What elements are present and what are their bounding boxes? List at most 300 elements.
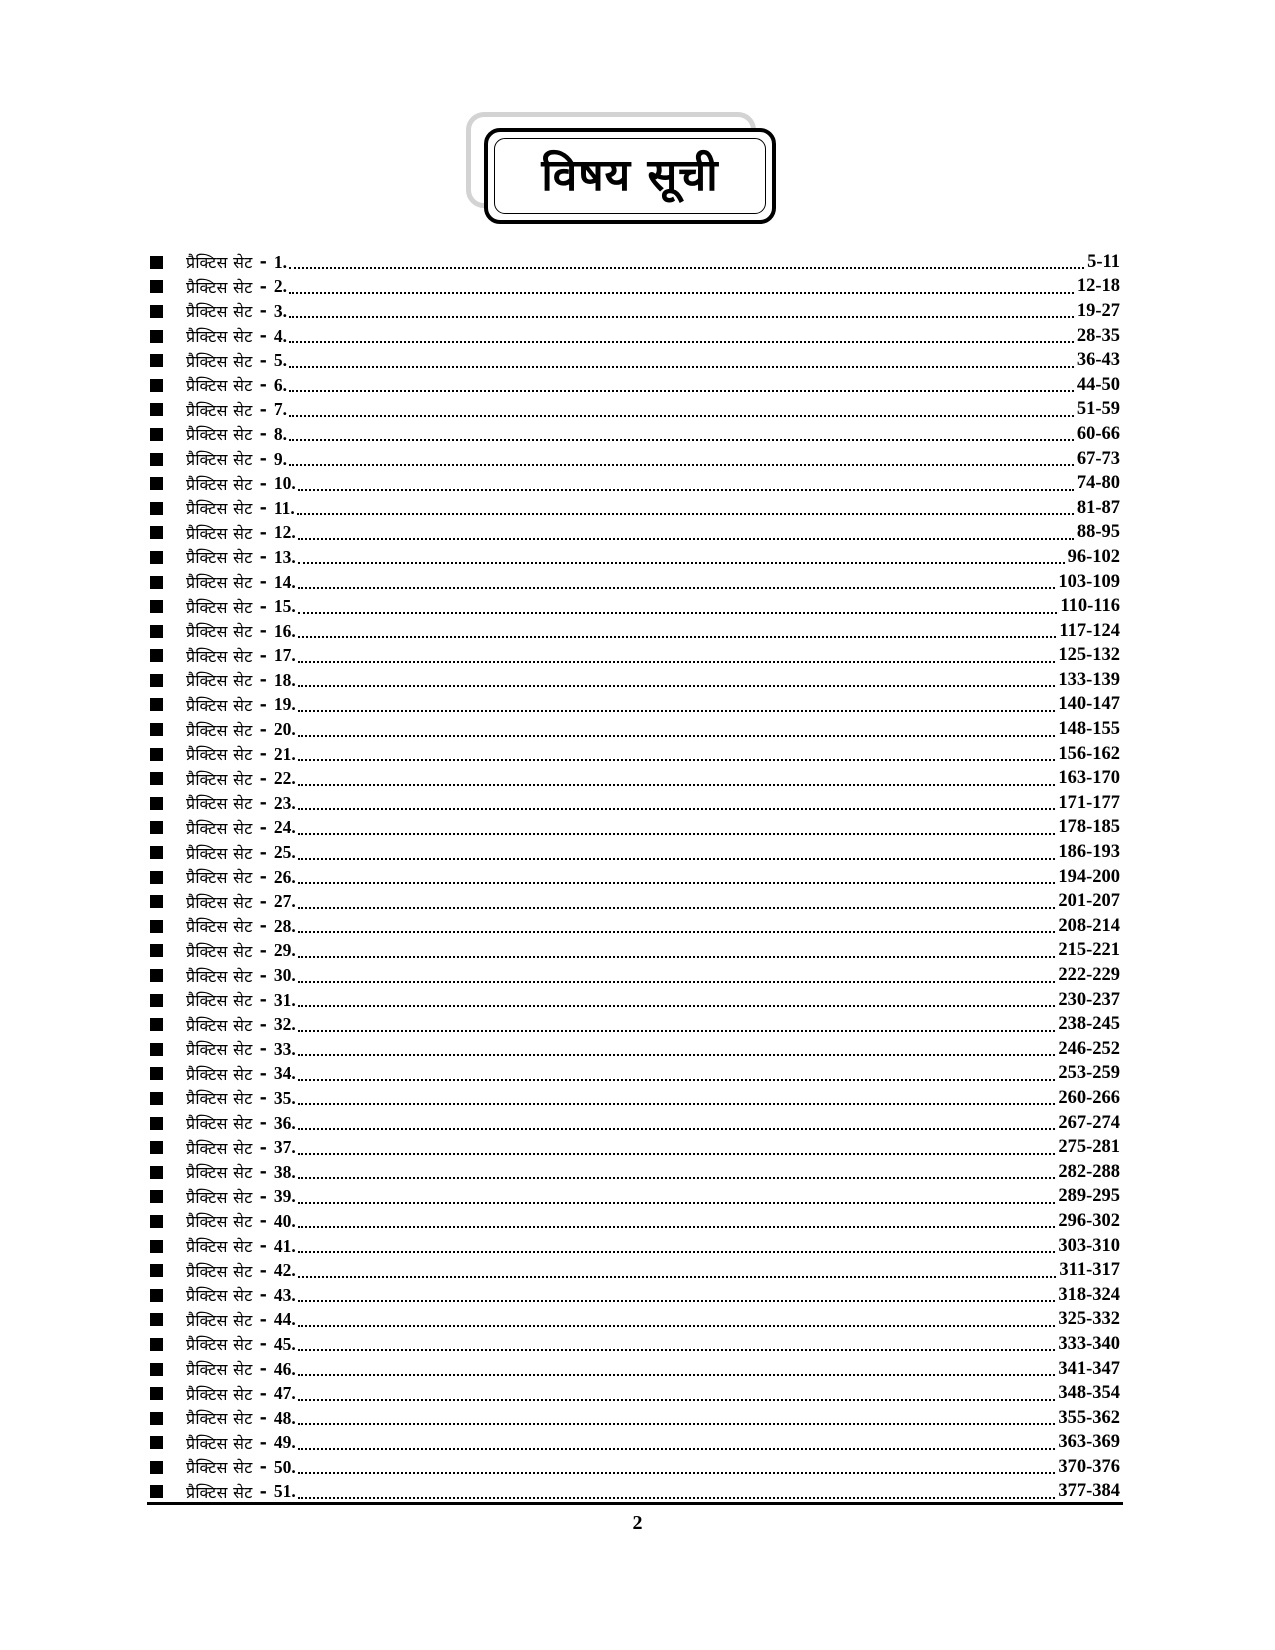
dot-leader — [298, 931, 1056, 933]
entry-label: प्रैक्टिस सेट — [186, 671, 253, 691]
dot-leader — [298, 833, 1056, 835]
entry-label: प्रैक्टिस सेट — [186, 1335, 253, 1355]
entry-label: प्रैक्टिस सेट — [186, 253, 253, 273]
dot-leader — [298, 538, 1074, 540]
entry-number: 26. — [273, 866, 296, 887]
toc-entry[interactable] — [150, 1480, 1120, 1505]
square-bullet-icon — [150, 1338, 163, 1351]
toc-entry[interactable] — [150, 644, 1120, 669]
entry-pages: 377-384 — [1058, 1481, 1120, 1502]
toc-entry[interactable] — [150, 1135, 1120, 1160]
entry-number: 11. — [273, 497, 295, 518]
toc-entry[interactable] — [150, 250, 1120, 275]
toc-entry[interactable] — [150, 816, 1120, 841]
square-bullet-icon — [150, 944, 163, 957]
toc-entry[interactable] — [150, 1012, 1120, 1037]
entry-label: प्रैक्टिस सेट — [186, 1433, 253, 1453]
entry-pages: 348-354 — [1058, 1383, 1120, 1404]
entry-label: प्रैक्टिस सेट — [186, 327, 253, 347]
toc-entry[interactable] — [150, 275, 1120, 300]
dot-leader — [298, 808, 1056, 810]
square-bullet-icon — [150, 748, 163, 761]
entry-pages: 303-310 — [1058, 1235, 1120, 1256]
square-bullet-icon — [150, 994, 163, 1007]
entry-separator: - — [259, 1457, 267, 1478]
entry-number: 28. — [273, 915, 296, 936]
entry-number: 22. — [273, 768, 296, 789]
entry-separator: - — [259, 1260, 267, 1281]
square-bullet-icon — [150, 1289, 163, 1302]
toc-entry[interactable] — [150, 988, 1120, 1013]
entry-separator: - — [259, 252, 267, 273]
entry-pages: 81-87 — [1076, 497, 1120, 518]
entry-separator: - — [259, 1383, 267, 1404]
entry-pages: 117-124 — [1059, 620, 1120, 641]
entry-label: प्रैक्टिस सेट — [186, 991, 253, 1011]
entry-separator: - — [259, 350, 267, 371]
square-bullet-icon — [150, 772, 163, 785]
entry-label: प्रैक्टिस सेट — [186, 277, 253, 297]
entry-pages: 318-324 — [1058, 1284, 1120, 1305]
toc-entry[interactable] — [150, 840, 1120, 865]
square-bullet-icon — [150, 895, 163, 908]
entry-separator: - — [259, 817, 267, 838]
entry-label: प्रैक्टिस सेट — [186, 1458, 253, 1478]
entry-pages: 88-95 — [1076, 522, 1120, 543]
dot-leader — [298, 1079, 1056, 1081]
entry-separator: - — [259, 719, 267, 740]
entry-pages: 96-102 — [1067, 546, 1120, 567]
dot-leader — [298, 710, 1056, 712]
entry-label: प्रैक्टिस सेट — [186, 695, 253, 715]
entry-number: 40. — [273, 1210, 296, 1231]
entry-label: प्रैक्टिस सेट — [186, 868, 253, 888]
entry-number: 43. — [273, 1284, 296, 1305]
entry-number: 44. — [273, 1309, 296, 1330]
entry-label: प्रैक्टिस सेट — [186, 843, 253, 863]
entry-number: 49. — [273, 1432, 296, 1453]
square-bullet-icon — [150, 1018, 163, 1031]
toc-entry[interactable] — [150, 963, 1120, 988]
entry-label: प्रैक्टिस सेट — [186, 450, 253, 470]
entry-number: 27. — [273, 891, 296, 912]
dot-leader — [298, 1030, 1056, 1032]
entry-label: प्रैक्टिस सेट — [186, 818, 253, 838]
entry-number: 30. — [273, 965, 296, 986]
square-bullet-icon — [150, 649, 163, 662]
square-bullet-icon — [150, 1436, 163, 1449]
entry-separator: - — [259, 1039, 267, 1060]
entry-label: प्रैक्टिस सेट — [186, 1482, 253, 1502]
entry-pages: 125-132 — [1058, 645, 1120, 666]
square-bullet-icon — [150, 797, 163, 810]
entry-separator: - — [259, 326, 267, 347]
entry-pages: 296-302 — [1058, 1210, 1120, 1231]
entry-separator: - — [259, 1137, 267, 1158]
entry-label: प्रैक्टिस सेट — [186, 892, 253, 912]
entry-pages: 74-80 — [1076, 473, 1120, 494]
dot-leader — [298, 1128, 1056, 1130]
entry-pages: 110-116 — [1060, 596, 1120, 617]
entry-pages: 333-340 — [1058, 1333, 1120, 1354]
toc-entry[interactable] — [150, 766, 1120, 791]
entry-separator: - — [259, 1432, 267, 1453]
entry-pages: 208-214 — [1058, 915, 1120, 936]
page-title: विषय सूची — [541, 150, 719, 201]
entry-number: 12. — [273, 522, 296, 543]
entry-pages: 325-332 — [1058, 1309, 1120, 1330]
toc-entry[interactable] — [150, 1234, 1120, 1259]
dot-leader — [298, 1202, 1056, 1204]
entry-separator: - — [259, 596, 267, 617]
entry-separator: - — [259, 744, 267, 765]
entry-pages: 253-259 — [1058, 1063, 1120, 1084]
toc-entry[interactable] — [150, 1283, 1120, 1308]
entry-label: प्रैक्टिस सेट — [186, 474, 253, 494]
entry-separator: - — [259, 990, 267, 1011]
entry-label: प्रैक्टिस सेट — [186, 1163, 253, 1183]
entry-pages: 260-266 — [1058, 1087, 1120, 1108]
entry-pages: 12-18 — [1076, 276, 1120, 297]
entry-separator: - — [259, 498, 267, 519]
toc-entry[interactable] — [150, 1308, 1120, 1333]
square-bullet-icon — [150, 1215, 163, 1228]
square-bullet-icon — [150, 1313, 163, 1326]
dot-leader — [298, 1153, 1056, 1155]
entry-separator: - — [259, 1014, 267, 1035]
dot-leader — [289, 366, 1074, 368]
dot-leader — [298, 1325, 1056, 1327]
entry-label: प्रैक्टिस सेट — [186, 499, 253, 519]
entry-pages: 341-347 — [1058, 1358, 1120, 1379]
toc-entry[interactable] — [150, 348, 1120, 373]
entry-label: प्रैक्टिस सेट — [186, 745, 253, 765]
dot-leader — [298, 1177, 1056, 1179]
toc-entry[interactable] — [150, 1185, 1120, 1210]
dot-leader — [298, 562, 1065, 564]
toc-entry[interactable] — [150, 693, 1120, 718]
entry-label: प्रैक्टिस सेट — [186, 941, 253, 961]
entry-number: 48. — [273, 1407, 296, 1428]
toc-entry[interactable] — [150, 1431, 1120, 1456]
square-bullet-icon — [150, 354, 163, 367]
dot-leader — [298, 1349, 1056, 1351]
toc-entry[interactable] — [150, 742, 1120, 767]
dot-leader — [298, 1448, 1056, 1450]
square-bullet-icon — [150, 846, 163, 859]
dot-leader — [298, 489, 1074, 491]
dot-leader — [298, 1472, 1056, 1474]
square-bullet-icon — [150, 698, 163, 711]
entry-separator: - — [259, 1334, 267, 1355]
title-frame — [466, 112, 776, 224]
square-bullet-icon — [150, 453, 163, 466]
entry-separator: - — [259, 1236, 267, 1257]
entry-pages: 19-27 — [1076, 300, 1120, 321]
entry-number: 1. — [273, 251, 288, 272]
toc-entry[interactable] — [150, 668, 1120, 693]
square-bullet-icon — [150, 625, 163, 638]
entry-number: 32. — [273, 1014, 296, 1035]
entry-label: प्रैक्टिस सेट — [186, 1360, 253, 1380]
toc-entry[interactable] — [150, 324, 1120, 349]
entry-label: प्रैक्टिस सेट — [186, 400, 253, 420]
entry-number: 13. — [273, 546, 296, 567]
square-bullet-icon — [150, 305, 163, 318]
toc-entry[interactable] — [150, 619, 1120, 644]
entry-label: प्रैक्टिस सेट — [186, 1114, 253, 1134]
dot-leader — [289, 439, 1074, 441]
toc-entry[interactable] — [150, 914, 1120, 939]
entry-number: 25. — [273, 842, 296, 863]
dot-leader — [289, 415, 1074, 417]
entry-number: 50. — [273, 1456, 296, 1477]
square-bullet-icon — [150, 1190, 163, 1203]
dot-leader — [298, 1251, 1056, 1253]
square-bullet-icon — [150, 428, 163, 441]
entry-separator: - — [259, 276, 267, 297]
toc-entry[interactable] — [150, 1381, 1120, 1406]
dot-leader — [298, 956, 1056, 958]
square-bullet-icon — [150, 969, 163, 982]
toc-entry[interactable] — [150, 1357, 1120, 1382]
entry-label: प्रैक्टिस सेट — [186, 917, 253, 937]
entry-number: 47. — [273, 1383, 296, 1404]
square-bullet-icon — [150, 551, 163, 564]
entry-separator: - — [259, 1063, 267, 1084]
square-bullet-icon — [150, 502, 163, 515]
entry-number: 33. — [273, 1038, 296, 1059]
entry-label: प्रैक्टिस सेट — [186, 1212, 253, 1232]
toc-entry[interactable] — [150, 1037, 1120, 1062]
square-bullet-icon — [150, 330, 163, 343]
entry-separator: - — [259, 1162, 267, 1183]
square-bullet-icon — [150, 526, 163, 539]
entry-separator: - — [259, 867, 267, 888]
entry-number: 18. — [273, 669, 296, 690]
entry-label: प्रैक्टिस सेट — [186, 1064, 253, 1084]
dot-leader — [289, 341, 1074, 343]
toc-entry[interactable] — [150, 594, 1120, 619]
entry-pages: 148-155 — [1058, 719, 1120, 740]
entry-number: 10. — [273, 473, 296, 494]
entry-number: 35. — [273, 1087, 296, 1108]
dot-leader — [298, 882, 1056, 884]
entry-number: 17. — [273, 645, 296, 666]
entry-pages: 28-35 — [1076, 325, 1120, 346]
entry-number: 4. — [273, 325, 288, 346]
entry-pages: 36-43 — [1076, 350, 1120, 371]
entry-pages: 289-295 — [1058, 1186, 1120, 1207]
entry-separator: - — [259, 793, 267, 814]
entry-number: 19. — [273, 694, 296, 715]
entry-separator: - — [259, 1309, 267, 1330]
entry-label: प्रैक्टिस सेट — [186, 1089, 253, 1109]
entry-label: प्रैक्टिस सेट — [186, 1138, 253, 1158]
toc-entry[interactable] — [150, 717, 1120, 742]
entry-separator: - — [259, 301, 267, 322]
entry-number: 37. — [273, 1137, 296, 1158]
dot-leader — [298, 735, 1056, 737]
entry-separator: - — [259, 965, 267, 986]
entry-number: 24. — [273, 817, 296, 838]
entry-number: 34. — [273, 1063, 296, 1084]
toc-entry[interactable] — [150, 447, 1120, 472]
square-bullet-icon — [150, 1264, 163, 1277]
entry-number: 21. — [273, 743, 296, 764]
toc-entry[interactable] — [150, 373, 1120, 398]
toc-entry[interactable] — [150, 889, 1120, 914]
dot-leader — [298, 1399, 1056, 1401]
table-of-contents — [150, 250, 1120, 1504]
entry-number: 45. — [273, 1333, 296, 1354]
entry-number: 20. — [273, 719, 296, 740]
entry-pages: 133-139 — [1058, 669, 1120, 690]
entry-number: 3. — [273, 300, 288, 321]
page-number: 2 — [632, 1512, 643, 1534]
entry-number: 5. — [273, 350, 288, 371]
entry-label: प्रैक्टिस सेट — [186, 425, 253, 445]
toc-entry[interactable] — [150, 570, 1120, 595]
toc-entry[interactable] — [150, 791, 1120, 816]
entry-separator: - — [259, 473, 267, 494]
toc-entry[interactable] — [150, 299, 1120, 324]
toc-entry[interactable] — [150, 496, 1120, 521]
entry-pages: 140-147 — [1058, 694, 1120, 715]
square-bullet-icon — [150, 1485, 163, 1498]
toc-entry[interactable] — [150, 1086, 1120, 1111]
toc-entry[interactable] — [150, 1455, 1120, 1480]
toc-entry[interactable] — [150, 521, 1120, 546]
title-box — [484, 128, 776, 224]
entry-label: प्रैक्टिस सेट — [186, 597, 253, 617]
dot-leader — [298, 612, 1058, 614]
dot-leader — [298, 685, 1056, 687]
entry-label: प्रैक्टिस सेट — [186, 1286, 253, 1306]
entry-number: 2. — [273, 276, 288, 297]
toc-entry[interactable] — [150, 1160, 1120, 1185]
square-bullet-icon — [150, 1387, 163, 1400]
toc-entry[interactable] — [150, 545, 1120, 570]
dot-leader — [298, 1374, 1056, 1376]
square-bullet-icon — [150, 723, 163, 736]
entry-pages: 246-252 — [1058, 1038, 1120, 1059]
entry-separator: - — [259, 916, 267, 937]
square-bullet-icon — [150, 1117, 163, 1130]
entry-separator: - — [259, 621, 267, 642]
entry-number: 38. — [273, 1161, 296, 1182]
entry-pages: 156-162 — [1058, 743, 1120, 764]
dot-leader — [298, 587, 1056, 589]
entry-pages: 186-193 — [1058, 842, 1120, 863]
square-bullet-icon — [150, 1141, 163, 1154]
entry-number: 9. — [273, 448, 288, 469]
dot-leader — [298, 907, 1056, 909]
entry-label: प्रैक्टिस सेट — [186, 302, 253, 322]
entry-label: प्रैक्टिस सेट — [186, 1384, 253, 1404]
toc-entry[interactable] — [150, 422, 1120, 447]
entry-number: 6. — [273, 374, 288, 395]
square-bullet-icon — [150, 1067, 163, 1080]
entry-pages: 67-73 — [1076, 448, 1120, 469]
dot-leader — [289, 390, 1074, 392]
entry-separator: - — [259, 1113, 267, 1134]
toc-entry[interactable] — [150, 1111, 1120, 1136]
footer-rule — [147, 1502, 1123, 1505]
entry-number: 51. — [273, 1481, 296, 1502]
dot-leader — [298, 981, 1056, 983]
toc-entry[interactable] — [150, 865, 1120, 890]
entry-label: प्रैक्टिस सेट — [186, 1310, 253, 1330]
dot-leader — [298, 1103, 1056, 1105]
dot-leader — [298, 1005, 1056, 1007]
toc-entry[interactable] — [150, 1209, 1120, 1234]
square-bullet-icon — [150, 871, 163, 884]
toc-entry[interactable] — [150, 1406, 1120, 1431]
entry-number: 41. — [273, 1235, 296, 1256]
toc-entry[interactable] — [150, 1062, 1120, 1087]
entry-pages: 163-170 — [1058, 768, 1120, 789]
entry-separator: - — [259, 1359, 267, 1380]
entry-separator: - — [259, 375, 267, 396]
entry-label: प्रैक्टिस सेट — [186, 351, 253, 371]
entry-pages: 103-109 — [1058, 571, 1120, 592]
entry-separator: - — [259, 522, 267, 543]
entry-label: प्रैक्टिस सेट — [186, 1409, 253, 1429]
entry-separator: - — [259, 891, 267, 912]
dot-leader — [298, 636, 1057, 638]
dot-leader — [298, 1226, 1056, 1228]
toc-entry[interactable] — [150, 1258, 1120, 1283]
square-bullet-icon — [150, 821, 163, 834]
entry-pages: 370-376 — [1058, 1456, 1120, 1477]
entry-number: 8. — [273, 423, 288, 444]
square-bullet-icon — [150, 379, 163, 392]
square-bullet-icon — [150, 1363, 163, 1376]
dot-leader — [298, 661, 1056, 663]
entry-label: प्रैक्टिस सेट — [186, 966, 253, 986]
entry-number: 14. — [273, 571, 296, 592]
toc-entry[interactable] — [150, 1332, 1120, 1357]
toc-entry[interactable] — [150, 939, 1120, 964]
entry-number: 15. — [273, 596, 296, 617]
dot-leader — [297, 513, 1074, 515]
entry-label: प्रैक्टिस सेट — [186, 622, 253, 642]
toc-entry[interactable] — [150, 471, 1120, 496]
entry-separator: - — [259, 449, 267, 470]
dot-leader — [289, 464, 1074, 466]
entry-label: प्रैक्टिस सेट — [186, 1261, 253, 1281]
square-bullet-icon — [150, 1092, 163, 1105]
entry-separator: - — [259, 694, 267, 715]
entry-label: प्रैक्टिस सेट — [186, 720, 253, 740]
toc-entry[interactable] — [150, 398, 1120, 423]
entry-pages: 311-317 — [1059, 1260, 1120, 1281]
entry-pages: 363-369 — [1058, 1432, 1120, 1453]
square-bullet-icon — [150, 920, 163, 933]
square-bullet-icon — [150, 600, 163, 613]
entry-label: प्रैक्टिस सेट — [186, 1015, 253, 1035]
entry-separator: - — [259, 1481, 267, 1502]
square-bullet-icon — [150, 576, 163, 589]
entry-label: प्रैक्टिस सेट — [186, 376, 253, 396]
entry-number: 46. — [273, 1358, 296, 1379]
square-bullet-icon — [150, 477, 163, 490]
dot-leader — [298, 1276, 1057, 1278]
square-bullet-icon — [150, 1461, 163, 1474]
entry-pages: 267-274 — [1058, 1112, 1120, 1133]
entry-number: 16. — [273, 620, 296, 641]
